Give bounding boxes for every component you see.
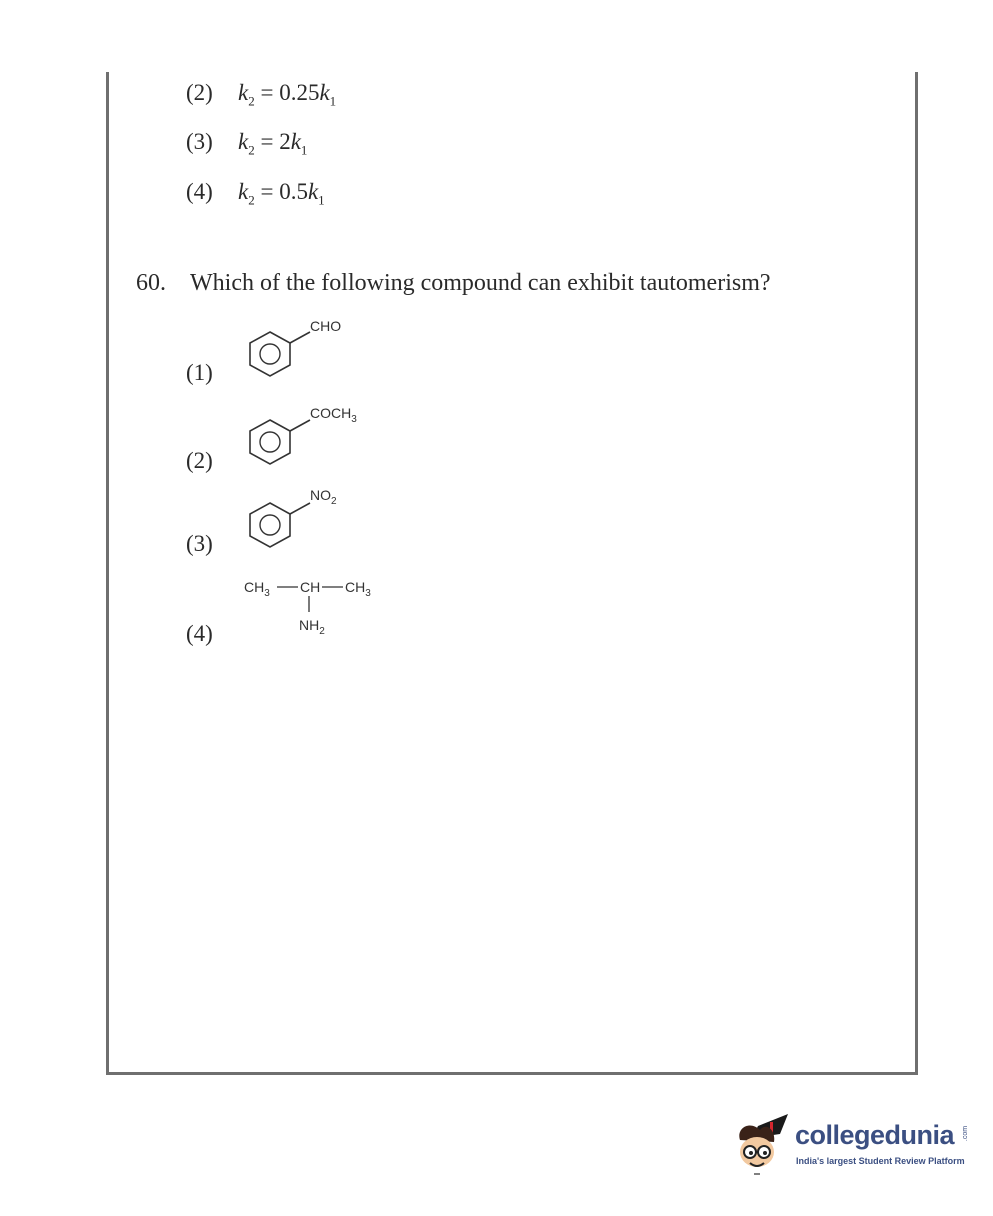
logo-suffix: .com — [962, 1125, 970, 1142]
question-60 — [136, 270, 771, 297]
svg-text:COCH3: $COCH_3$ — [310, 405, 357, 425]
question-text: Which of the following compound can exhibit tautomerism? — [190, 270, 771, 296]
logo-tagline: India's largest Student Review Platform — [796, 1156, 965, 1166]
option-row: (4) $k_2 = 0.5k_1$ — [186, 179, 325, 208]
option-row: (3) $k_2 = 2k_1$ — [186, 129, 308, 158]
svg-text:CH: CH — [300, 579, 321, 595]
page-frame — [106, 72, 918, 1075]
option-number: (4) — [186, 179, 213, 204]
collegedunia-logo — [730, 1108, 970, 1178]
choice-number: (1) — [186, 360, 213, 385]
logo-wordmark: collegedunia — [795, 1120, 955, 1150]
mascot-icon — [730, 1108, 792, 1178]
option-row: (2) $k_2 = 0.25k_1$ — [186, 80, 337, 109]
svg-text:CH3: $CH_3$ — [244, 579, 270, 599]
choice-number: (4) — [186, 621, 213, 646]
question-number: 60. — [136, 270, 166, 296]
option-number: (2) — [186, 80, 213, 105]
choice-number: (3) — [186, 531, 213, 556]
svg-text:CHO: CHO — [310, 318, 342, 334]
isopropylamine-structure — [240, 570, 400, 640]
nitrobenzene-structure — [240, 483, 370, 553]
svg-text:CH3: $CH_3$ — [345, 579, 371, 599]
option-number: (3) — [186, 129, 213, 154]
benzaldehyde-structure — [240, 312, 370, 382]
choice-number: (2) — [186, 448, 213, 473]
svg-text:NO2: $NO_2$ — [310, 487, 337, 507]
svg-text:NH2: $NH_2$ — [299, 617, 325, 637]
acetophenone-structure — [240, 400, 380, 470]
